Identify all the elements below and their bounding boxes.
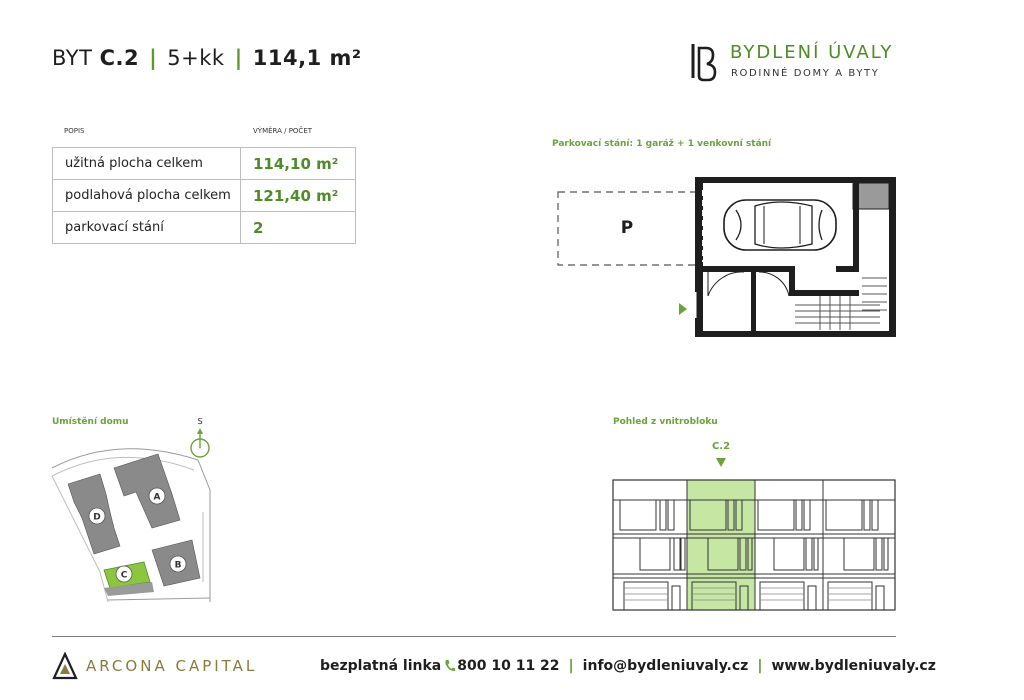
- website-link[interactable]: www.bydleniuvaly.cz: [771, 658, 936, 674]
- table-cell-label: podlahová plocha celkem: [53, 180, 241, 212]
- brand-subtitle: RODINNÉ DOMY A BYTY: [731, 68, 880, 79]
- phone-icon: [444, 659, 455, 672]
- brand-mark-icon: [690, 42, 720, 82]
- unit-area: 114,1 m²: [252, 46, 362, 70]
- brand-name: BYDLENÍ ÚVALY: [730, 42, 894, 63]
- table-header-vymera: VÝMĚRA / POČET: [253, 127, 313, 135]
- contact-separator: |: [568, 658, 574, 674]
- garage-floor-plan: [550, 170, 900, 340]
- footer-divider: [52, 636, 896, 637]
- title-separator: |: [234, 46, 243, 70]
- parking-spot-label: P: [620, 218, 634, 238]
- table-row: [53, 180, 356, 212]
- unit-layout: 5+kk: [167, 46, 225, 70]
- page-title: [52, 46, 362, 70]
- north-label: S: [197, 417, 203, 426]
- stairs-icon: [795, 278, 887, 330]
- building-label-b: B: [174, 560, 182, 571]
- contact-bar: [320, 658, 936, 674]
- car-icon: [724, 200, 836, 250]
- arcona-logo: [52, 652, 258, 684]
- building-label-a: A: [153, 492, 161, 503]
- title-separator: |: [149, 46, 158, 70]
- unit-marker-label: C.2: [711, 441, 731, 452]
- table-cell-value: 121,40 m²: [241, 180, 356, 212]
- table-cell-value: 114,10 m²: [241, 148, 356, 180]
- facade-view: [608, 436, 900, 616]
- unit-prefix: BYT: [52, 46, 93, 70]
- building-label-d: D: [93, 512, 101, 523]
- unit-code: C.2: [99, 46, 140, 70]
- hotline-label: bezplatná linka: [320, 658, 442, 674]
- unit-marker-arrow-icon: [716, 458, 726, 467]
- north-arrow-icon: [191, 417, 209, 457]
- site-caption: Umístění domu: [52, 417, 129, 427]
- entry-arrow-icon: [679, 303, 687, 315]
- facade-caption: Pohled z vnitrobloku: [613, 417, 718, 427]
- table-row: [53, 148, 356, 180]
- phone-number[interactable]: 800 10 11 22: [457, 658, 560, 674]
- table-header-popis: POPIS: [64, 127, 85, 135]
- parking-caption: Parkovací stání: 1 garáž + 1 venkovní stání: [552, 139, 772, 149]
- site-plan: [48, 412, 218, 612]
- table-cell-label: užitná plocha celkem: [53, 148, 241, 180]
- contact-separator: |: [757, 658, 763, 674]
- table-cell-label: parkovací stání: [53, 212, 241, 244]
- arcona-mark-icon: [52, 652, 78, 680]
- table-row: [53, 212, 356, 244]
- company-name: ARCONA CAPITAL: [86, 657, 258, 675]
- building-label-c: C: [120, 570, 128, 581]
- table-cell-value: 2: [241, 212, 356, 244]
- email-link[interactable]: info@bydleniuvaly.cz: [582, 658, 749, 674]
- area-table: [52, 147, 356, 244]
